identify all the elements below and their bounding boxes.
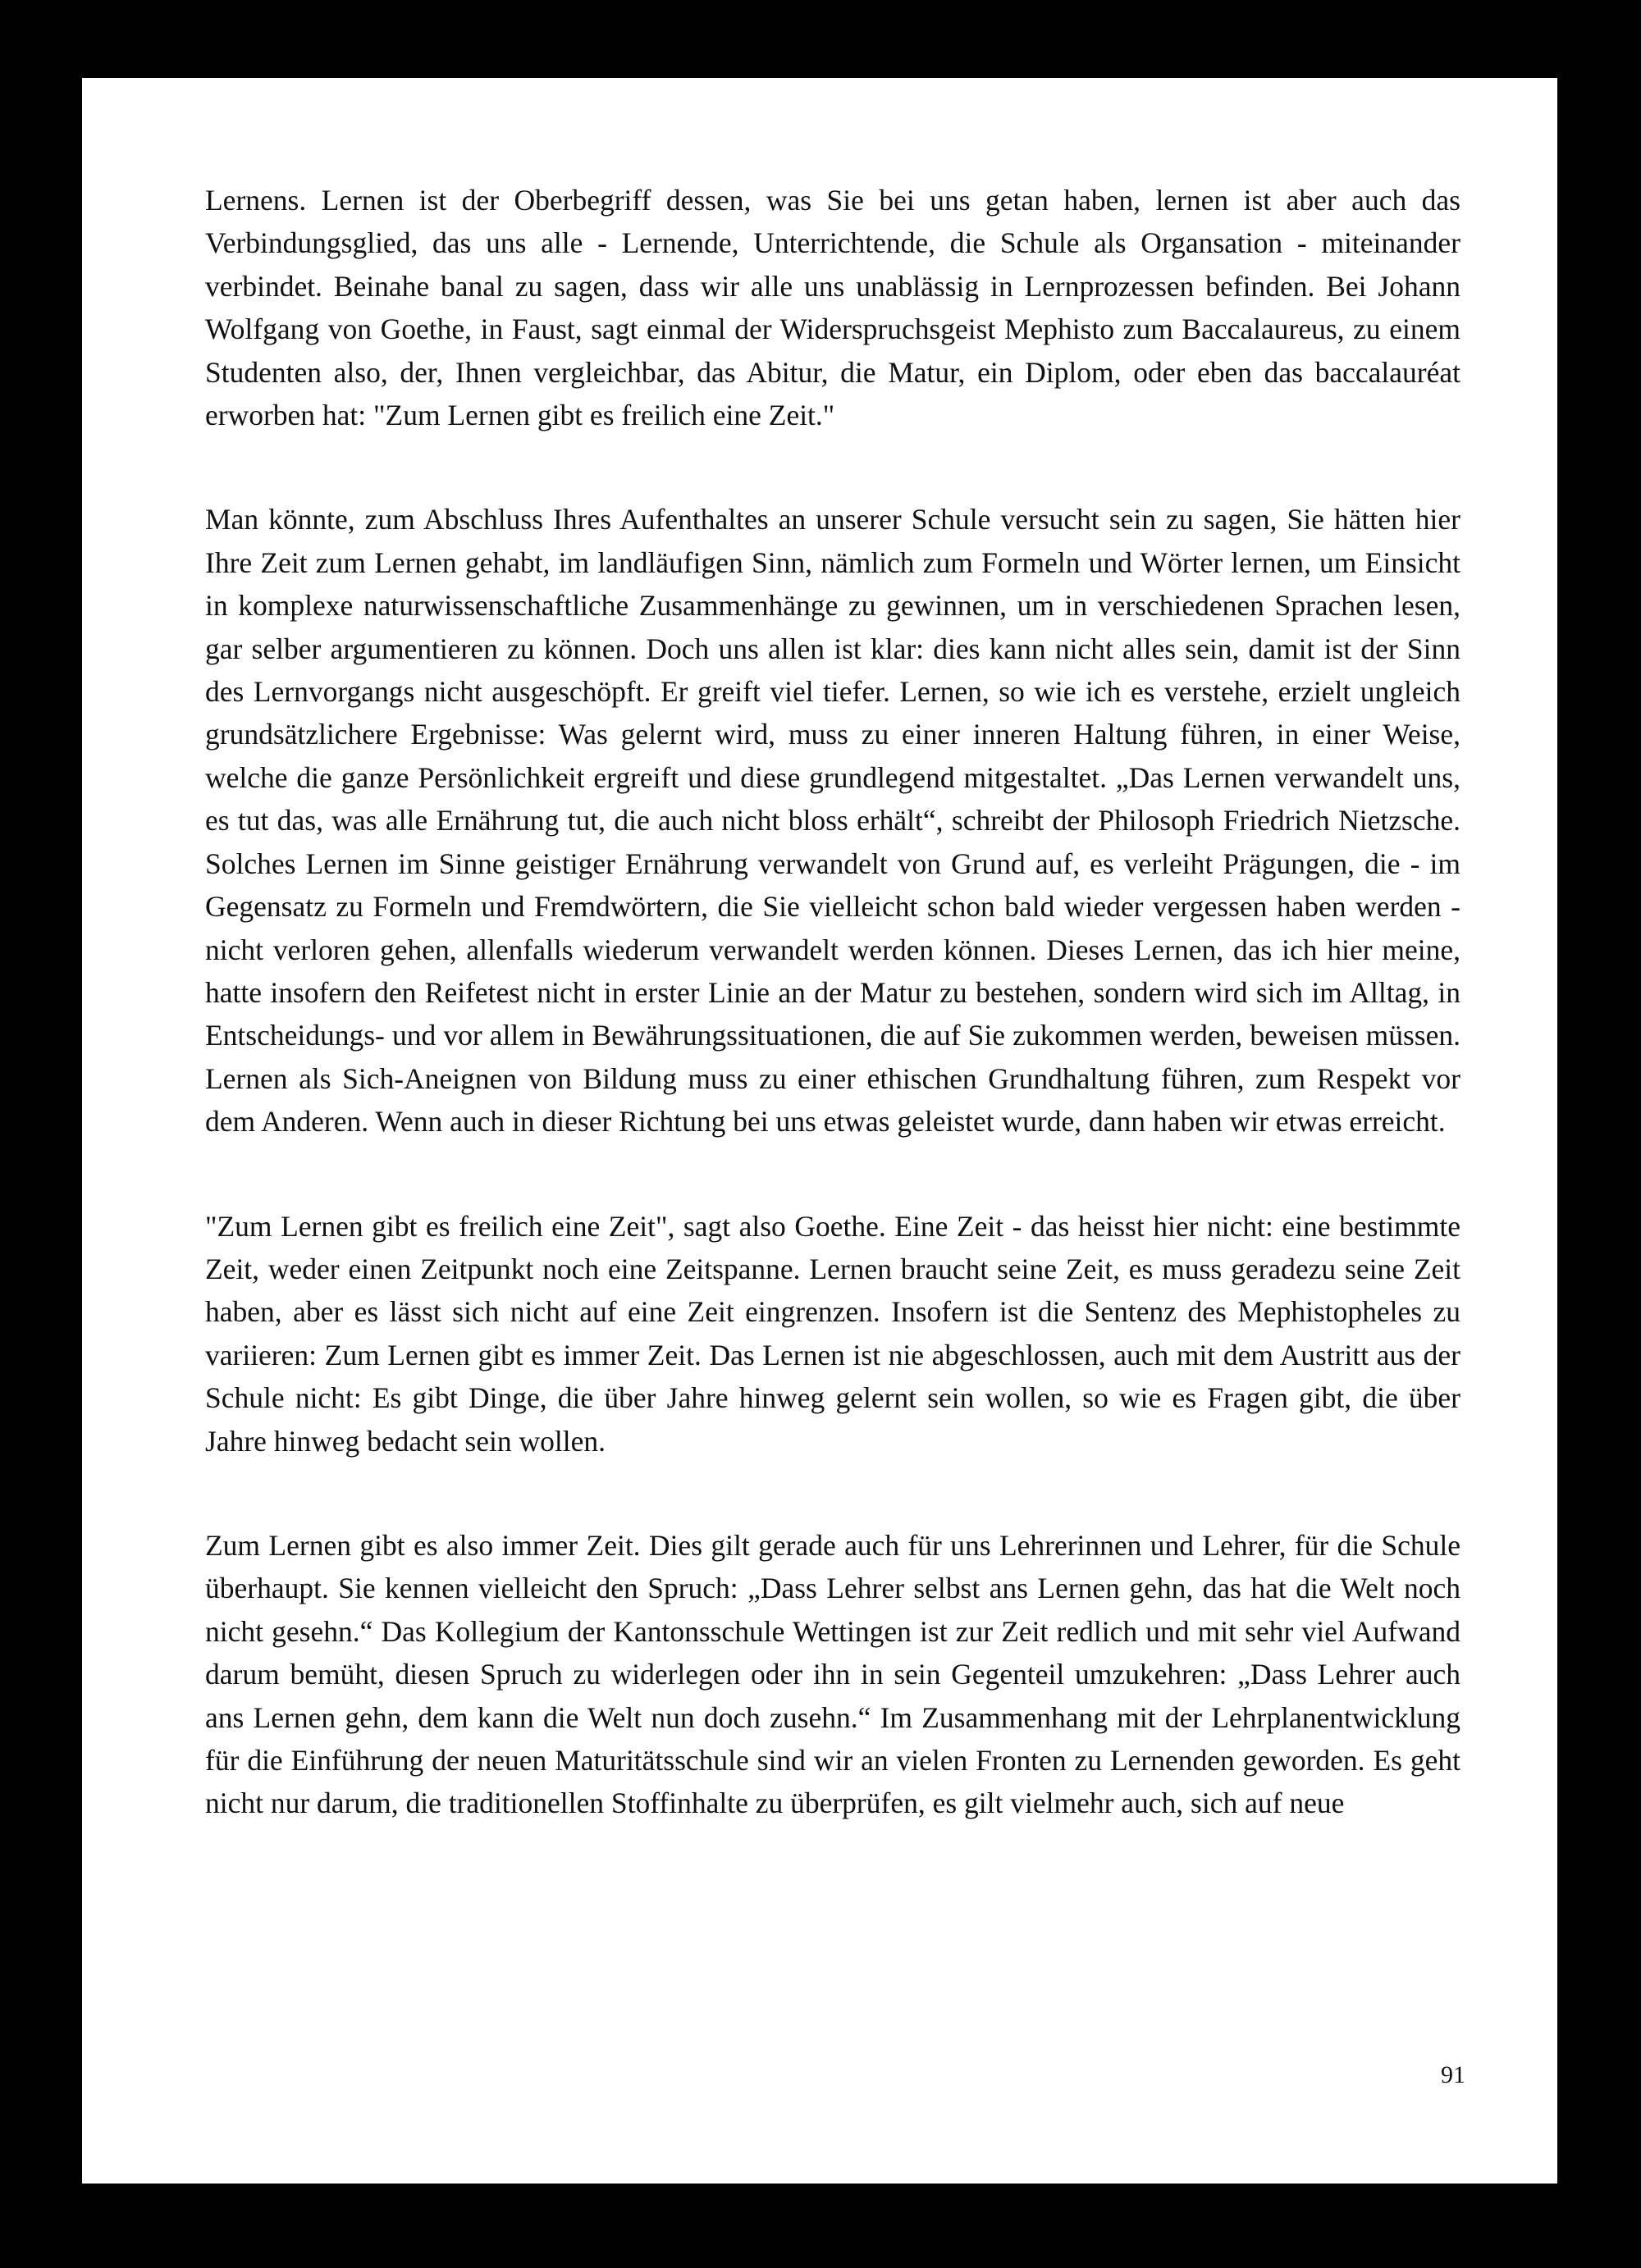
paragraph-3: "Zum Lernen gibt es freilich eine Zeit", sagt also Goethe. Eine Zeit - das heisst hier nicht: eine bestimmte Zeit, weder einen Zeitpunkt noch eine Zeitspanne. Lernen braucht seine Zeit, es muss geradezu seine Zeit haben, aber es lässt sich nicht auf eine Zeit eingrenzen. Insofern ist die Sentenz des Mephistopheles zu variieren: Zum Lernen gibt es immer Zeit. Das Lernen ist nie abgeschlossen, auch mit dem Austritt aus der Schule nicht: Es gibt Dinge, die über Jahre hinweg gelernt sein wollen, so wie es Fragen gibt, die über Jahre hinweg bedacht sein wollen.	[205, 1209, 1460, 1458]
paragraph-4: Zum Lernen gibt es also immer Zeit. Dies gilt gerade auch für uns Lehrerinnen und Lehrer, für die Schule überhaupt. Sie kennen vielleicht den Spruch: „Dass Lehrer selbst ans Lernen gehn, das hat die Welt noch nicht gesehn.“ Das Kollegium der Kantonsschule Wettingen ist zur Zeit redlich und mit sehr viel Aufwand darum bemüht, diesen Spruch zu widerlegen oder ihn in sein Gegenteil umzukehren: „Dass Lehrer auch ans Lernen gehn, dem kann die Welt nun doch zusehn.“ Im Zusammenhang mit der Lehrplanentwicklung für die Einführung der neuen Maturitätsschule sind wir an vielen Fronten zu Lernenden geworden. Es geht nicht nur darum, die traditionellen Stoffinhalte zu überprüfen, es gilt vielmehr auch, sich auf neue	[205, 1528, 1460, 1820]
paragraph-2: Man könnte, zum Abschluss Ihres Aufenthaltes an unserer Schule versucht sein zu sagen, Sie hätten hier Ihre Zeit zum Lernen gehabt, im landläufigen Sinn, nämlich zum Formeln und Wörter lernen, um Einsicht in komplexe naturwissenschaftliche Zusammenhänge zu gewinnen, um in verschiedenen Sprachen lesen, gar selber argumentieren zu können. Doch uns allen ist klar: dies kann nicht alles sein, damit ist der Sinn des Lernvorgangs nicht ausgeschöpft. Er greift viel tiefer. Lernen, so wie ich es verstehe, erzielt ungleich grundsätzlichere Ergebnisse: Was gelernt wird, muss zu einer inneren Haltung führen, in einer Weise, welche die ganze Persönlichkeit ergreift und diese grundlegend mitgestaltet. „Das Lernen verwandelt uns, es tut das, was alle Ernährung tut, die auch nicht bloss erhält“, schreibt der Philosoph Friedrich Nietzsche. Solches Lernen im Sinne geistiger Ernährung verwandelt von Grund auf, es verleiht Prägungen, die - im Gegensatz zu Formeln und Fremdwörtern, die Sie vielleicht schon bald wieder vergessen haben werden - nicht verloren gehen, allenfalls wiederum verwandelt werden können. Dieses Lernen, das ich hier meine, hatte insofern den Reifetest nicht in erster Linie an der Matur zu bestehen, sondern wird sich im Alltag, in Entscheidungs- und vor allem in Bewährungssituationen, die auf Sie zukommen werden, beweisen müssen. Lernen als Sich-Aneignen von Bildung muss zu einer ethischen Grundhaltung führen, zum Respekt vor dem Anderen. Wenn auch in dieser Richtung bei uns etwas geleistet wurde, dann haben wir etwas erreicht.	[205, 503, 1460, 1139]
paragraph-1: Lernens. Lernen ist der Oberbegriff dessen, was Sie bei uns getan haben, lernen ist aber auch das Verbindungsglied, das uns alle - Lernende, Unterrichtende, die Schule als Organsation - miteinander verbindet. Beinahe banal zu sagen, dass wir alle uns unablässig in Lernprozessen befinden. Bei Johann Wolfgang von Goethe, in Faust, sagt einmal der Widerspruchsgeist Mephisto zum Baccalaureus, zu einem Studenten also, der, Ihnen vergleichbar, das Abitur, die Matur, ein Diplom, oder eben das baccalauréat erworben hat: "Zum Lernen gibt es freilich eine Zeit."	[205, 184, 1460, 432]
document-page	[82, 78, 1557, 2184]
body-text	[205, 179, 1460, 1825]
page-number: 91	[1441, 2061, 1465, 2088]
